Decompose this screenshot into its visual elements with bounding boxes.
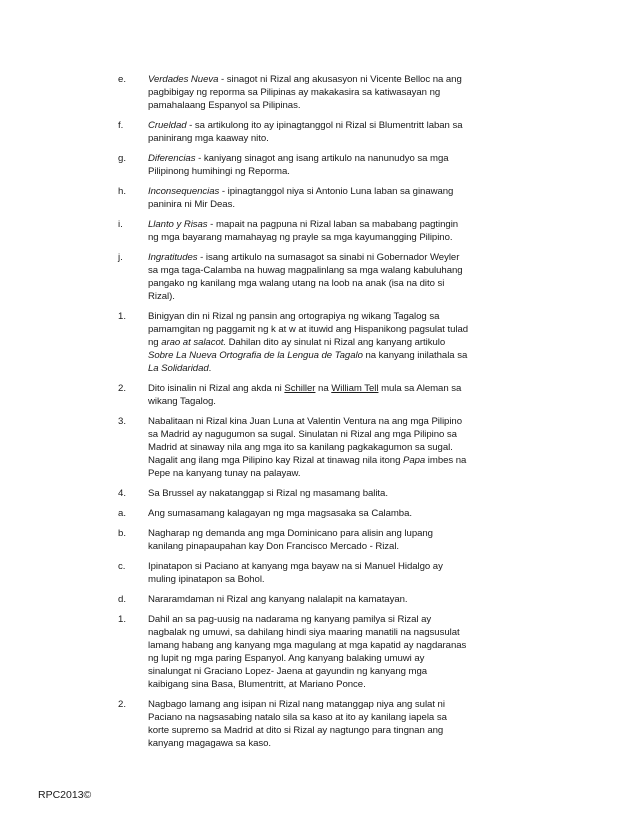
list-item bbox=[118, 527, 470, 553]
list-item bbox=[118, 593, 470, 606]
italic-title: Crueldad bbox=[148, 120, 187, 131]
list-item-text bbox=[148, 310, 470, 375]
list-marker: c. bbox=[118, 561, 126, 572]
list-item bbox=[118, 382, 470, 408]
text-run: - sa artikulong ito ay ipinagtanggol ni Rizal si Blumentritt laban sa paninirang mga kaaway nito. bbox=[148, 120, 463, 144]
text-run: imbes na Pepe na kanyang tunay na palayaw. bbox=[148, 455, 467, 479]
list-item bbox=[118, 251, 470, 303]
text-run: - ipinagtanggol niya si Antonio Luna laban sa ginawang paninira ni Mir Deas. bbox=[148, 186, 454, 210]
italic-title: Papa bbox=[402, 455, 426, 466]
list-item-text bbox=[148, 560, 470, 586]
list-item-text bbox=[148, 527, 470, 553]
list-item-text bbox=[148, 613, 470, 691]
list-item-text bbox=[148, 152, 470, 178]
list-item-text bbox=[148, 698, 470, 750]
content-list bbox=[118, 73, 470, 757]
text-run: Dito isinalin ni Rizal ang akda ni bbox=[148, 383, 285, 394]
underlined-name: Schiller bbox=[284, 383, 316, 394]
list-marker: 4. bbox=[118, 488, 127, 499]
list-item bbox=[118, 613, 470, 691]
list-item bbox=[118, 152, 470, 178]
text-run: - isang artikulo na sumasagot sa sinabi ni Gobernador Weyler sa mga taga-Calamba na huwag magpalinlang sa mga walang kabuluhang pangako ng kanilang mga walang utang na loob na anak (isa na dito si Rizal). bbox=[148, 252, 463, 302]
text-run: Nararamdaman ni Rizal ang kanyang nalalapit na kamatayan. bbox=[148, 594, 408, 605]
list-item bbox=[118, 119, 470, 145]
text-run: Nabalitaan ni Rizal kina Juan Luna at Valentin Ventura na ang mga Pilipino sa Madrid ay nagugumon sa sugal. Sinulatan ni Rizal ang mga Pilipino sa Madrid at sinaway nila ang mga ito sa kanilang pagkakagumon sa sugal. Nagalit ang ilang mga Pilipino kay Rizal at tinawag nila itong bbox=[148, 416, 462, 466]
text-run: Ipinatapon si Paciano at kanyang mga bayaw na si Manuel Hidalgo ay muling ipinatapon sa Bohol. bbox=[148, 561, 443, 585]
italic-title: Diferencias bbox=[148, 153, 196, 164]
list-item bbox=[118, 560, 470, 586]
list-item-text bbox=[148, 218, 470, 244]
list-item-text bbox=[148, 251, 470, 303]
italic-title: Sobre La Nueva Ortografia de la Lengua de Tagalo bbox=[148, 350, 363, 361]
list-marker: 2. bbox=[118, 699, 127, 710]
text-run: Nagbago lamang ang isipan ni Rizal nang matanggap niya ang sulat ni Paciano na nagsasabing natalo sila sa kaso at ito ay kanilang iapela sa korte supremo sa Madrid at dito si Rizal ay nagtungo para tingnan ang kanyang magagawa sa kaso. bbox=[148, 699, 447, 749]
list-item-text bbox=[148, 487, 470, 500]
list-marker: e. bbox=[118, 74, 127, 85]
copyright-footer: RPC2013© bbox=[38, 789, 92, 801]
list-marker: 3. bbox=[118, 416, 127, 427]
list-item-text bbox=[148, 507, 470, 520]
underlined-name: William Tell bbox=[331, 383, 379, 394]
list-marker: 2. bbox=[118, 383, 127, 394]
text-run: . bbox=[208, 363, 212, 374]
list-marker: 1. bbox=[118, 311, 127, 322]
list-marker: b. bbox=[118, 528, 127, 539]
text-run: Sa Brussel ay nakatanggap si Rizal ng masamang balita. bbox=[148, 488, 388, 499]
list-item-text bbox=[148, 185, 470, 211]
list-marker: a. bbox=[118, 508, 127, 519]
list-item-text bbox=[148, 119, 470, 145]
list-marker: j. bbox=[118, 252, 123, 263]
italic-title: La Solidaridad bbox=[148, 363, 209, 374]
italic-title: Llanto y Risas bbox=[148, 219, 208, 230]
text-run: - kaniyang sinagot ang isang artikulo na nanunudyo sa mga Pilipinong humihingi ng Reporma. bbox=[148, 153, 449, 177]
text-run: na bbox=[315, 383, 332, 394]
text-run: Nagharap ng demanda ang mga Dominicano para alisin ang lupang kanilang pinapaupahan kay Don Francisco Mercado - Rizal. bbox=[148, 528, 433, 552]
list-marker: f. bbox=[118, 120, 124, 131]
list-item bbox=[118, 185, 470, 211]
text-run: Dahil an sa pag-uusig na nadarama ng kanyang pamilya si Rizal ay nagbalak ng umuwi, sa dahilang hindi siya maaring manatili na nagsusulat lamang habang ang kanyang mga magulang at mga kapatid ay nagdaranas ng lupit ng mga paring Espanyol. Ang kanyang balaking umuwi ay sinalungat ni Graciano Lopez- Jaena at gayundin ng kanyang mga kaibigang sina Basa, Blumentritt, at Mariano Ponce. bbox=[148, 614, 467, 690]
list-marker: g. bbox=[118, 153, 127, 164]
text-run: Binigyan din ni Rizal ng pansin ang ortograpiya ng wikang Tagalog sa pamamgitan ng paggamit ng k at w at ituwid ang Hispanikong pagsulat tulad ng bbox=[148, 311, 469, 348]
italic-title: Ingratitudes bbox=[148, 252, 198, 263]
text-run: mula sa Aleman sa wikang Tagalog. bbox=[148, 383, 462, 407]
list-item-text bbox=[148, 382, 470, 408]
text-run: - sinagot ni Rizal ang akusasyon ni Vicente Belloc na ang pagbibigay ng reporma sa Pilipinas ay makakasira sa katiwasayan ng pamahalaang Espanyol sa Pilipinas. bbox=[148, 74, 462, 111]
list-marker: h. bbox=[118, 186, 127, 197]
text-run: na kanyang inilathala sa bbox=[362, 350, 468, 361]
list-marker: d. bbox=[118, 594, 127, 605]
italic-title: Verdades Nueva bbox=[148, 74, 219, 85]
list-marker: i. bbox=[118, 219, 123, 230]
list-item bbox=[118, 507, 470, 520]
list-item bbox=[118, 310, 470, 375]
list-item-text bbox=[148, 415, 470, 480]
list-item-text bbox=[148, 593, 470, 606]
text-run: Ang sumasamang kalagayan ng mga magsasaka sa Calamba. bbox=[148, 508, 412, 519]
list-item-text bbox=[148, 73, 470, 112]
list-item bbox=[118, 415, 470, 480]
list-marker: 1. bbox=[118, 614, 127, 625]
list-item bbox=[118, 698, 470, 750]
list-item bbox=[118, 218, 470, 244]
italic-title: arao at salacot. bbox=[161, 337, 226, 348]
list-item bbox=[118, 487, 470, 500]
text-run: - mapait na pagpuna ni Rizal laban sa mababang pagtingin ng mga bayarang mamahayag ng prayle sa mga kayumangging Pilipino. bbox=[148, 219, 459, 243]
text-run: Dahilan dito ay sinulat ni Rizal ang kanyang artikulo bbox=[225, 337, 446, 348]
italic-title: Inconsequencias bbox=[148, 186, 220, 197]
list-item bbox=[118, 73, 470, 112]
